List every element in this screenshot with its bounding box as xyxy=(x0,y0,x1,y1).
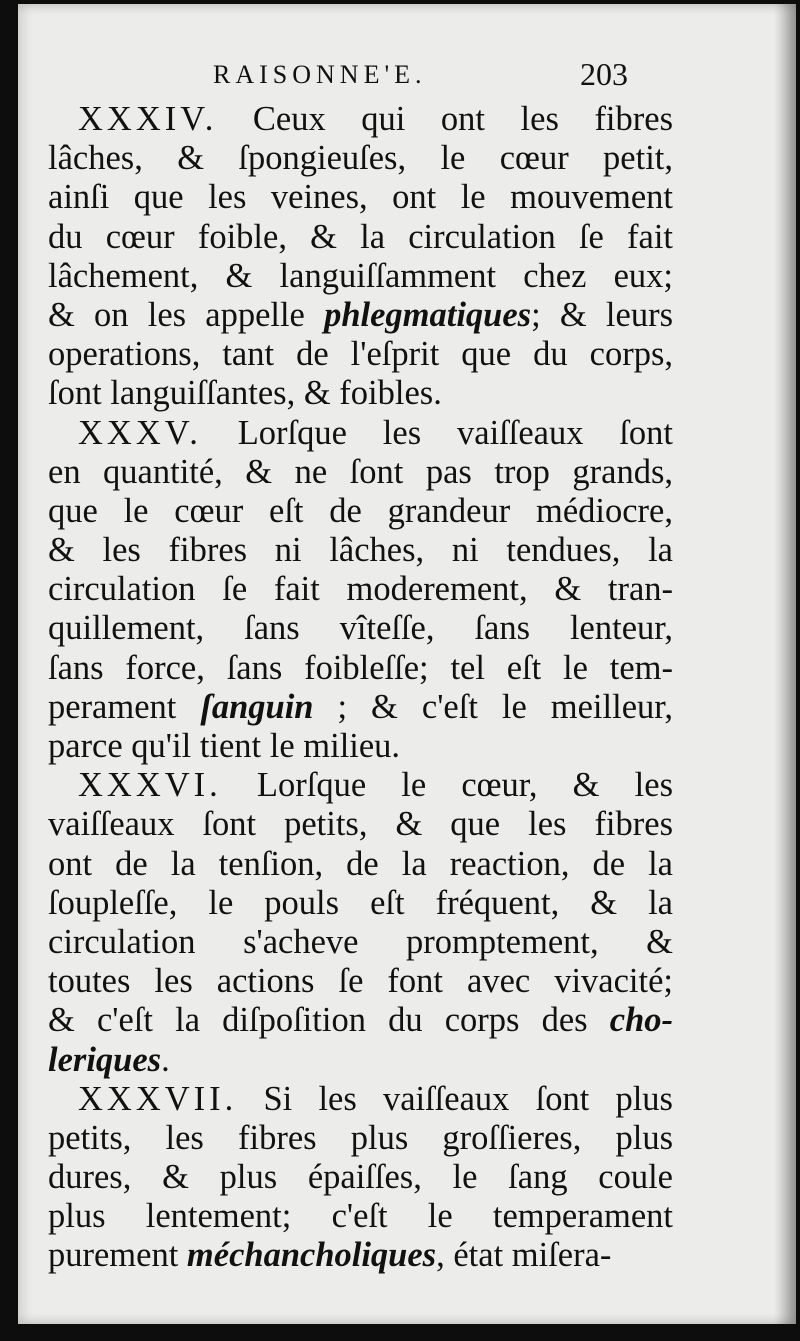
paragraph xyxy=(48,1080,673,1276)
line-text: que le cœur eſt de grandeur médiocre, xyxy=(48,491,673,530)
text-line xyxy=(48,453,673,492)
text-line xyxy=(48,570,673,609)
line-text: dures, & plus épaiſſes, le ſang coule xyxy=(48,1158,673,1197)
text-line xyxy=(48,1197,673,1236)
line-text: petits, les fibres plus groſſieres, plus xyxy=(48,1118,673,1157)
page-header xyxy=(18,56,796,96)
italic-term: phlegmatiques xyxy=(324,295,532,334)
text-line xyxy=(48,1001,673,1040)
text-line xyxy=(48,1236,673,1275)
line-text: Lorſque les vaiſſeaux ſont xyxy=(201,413,673,452)
line-text: & les fibres ni lâches, ni tendues, la xyxy=(48,531,673,570)
paragraph xyxy=(48,414,673,767)
paragraph xyxy=(48,100,673,414)
line-text: ſoupleſſe, le pouls eſt fréquent, & la xyxy=(48,883,673,922)
text-line xyxy=(48,178,673,217)
line-text: ſans force, ſans foibleſſe; tel eſt le tem- xyxy=(48,648,673,687)
text-line xyxy=(48,609,673,648)
section-numeral: XXXVI. xyxy=(78,766,222,805)
line-text: ſont languiſſantes, & foibles. xyxy=(48,374,442,413)
text-line xyxy=(48,1080,673,1119)
text-line xyxy=(48,218,673,257)
section-numeral: XXXV. xyxy=(78,413,202,452)
line-text: purement xyxy=(48,1236,187,1275)
line-text: en quantité, & ne ſont pas trop grands, xyxy=(48,452,673,491)
line-text: & c'eſt la diſpoſition du corps des xyxy=(48,1001,610,1040)
section-numeral: XXXIV. xyxy=(78,100,218,138)
line-text: perament xyxy=(48,687,201,726)
body-text xyxy=(48,100,673,1276)
text-line xyxy=(48,100,673,139)
text-line xyxy=(48,1158,673,1197)
text-line xyxy=(48,688,673,727)
text-line xyxy=(48,766,673,805)
italic-term: ſanguin xyxy=(200,687,314,726)
line-text: ainſi que les veines, ont le mouvement xyxy=(48,178,673,217)
section-numeral: XXXVII. xyxy=(78,1079,238,1118)
book-page xyxy=(18,4,796,1324)
text-line xyxy=(48,335,673,374)
text-line xyxy=(48,296,673,335)
text-line xyxy=(48,492,673,531)
running-head: RAISONNE'E. xyxy=(213,60,427,89)
line-text: ont de la tenſion, de la reaction, de la xyxy=(48,844,673,883)
line-text: Ceux qui ont les fibres xyxy=(217,100,673,138)
text-line xyxy=(48,962,673,1001)
text-line xyxy=(48,845,673,884)
text-line xyxy=(48,923,673,962)
text-line xyxy=(48,414,673,453)
line-text: parce qu'il tient le milieu. xyxy=(48,727,401,765)
paragraph xyxy=(48,766,673,1080)
line-text-after: ; & c'eſt le meilleur, xyxy=(313,687,673,726)
line-text: circulation ſe fait moderement, & tran- xyxy=(48,570,673,609)
line-text: vaiſſeaux ſont petits, & que les fibres xyxy=(48,805,673,844)
line-text: du cœur foible, & la circulation ſe fait xyxy=(48,217,673,256)
line-text: lâches, & ſpongieuſes, le cœur petit, xyxy=(48,139,673,178)
italic-term: leriques xyxy=(48,1040,162,1079)
page-number: 203 xyxy=(580,56,628,92)
line-text: plus lentement; c'eſt le temperament xyxy=(48,1197,673,1236)
text-line xyxy=(48,1119,673,1158)
italic-term: cho- xyxy=(609,1001,673,1040)
text-line xyxy=(48,884,673,923)
line-text-after: . xyxy=(161,1040,170,1079)
line-text: operations, tant de l'eſprit que du corps, xyxy=(48,335,673,374)
text-line xyxy=(48,1041,673,1080)
text-line xyxy=(48,139,673,178)
text-line xyxy=(48,727,673,766)
line-text-after: ; & leurs xyxy=(531,295,673,334)
text-line xyxy=(48,531,673,570)
line-text: Lorſque le cœur, & les xyxy=(221,766,673,805)
line-text-after: , état miſera- xyxy=(436,1236,612,1275)
text-line xyxy=(48,257,673,296)
line-text: circulation s'acheve promptement, & xyxy=(48,922,673,961)
line-text: & on les appelle xyxy=(48,295,325,334)
line-text: toutes les actions ſe font avec vivacité; xyxy=(48,962,673,1001)
text-line xyxy=(48,649,673,688)
text-line xyxy=(48,374,673,413)
line-text: Si les vaiſſeaux ſont plus xyxy=(237,1079,673,1118)
line-text: lâchement, & languiſſamment chez eux; xyxy=(48,256,673,295)
text-line xyxy=(48,805,673,844)
italic-term: méchancholiques xyxy=(186,1236,437,1275)
line-text: quillement, ſans vîteſſe, ſans lenteur, xyxy=(48,609,673,648)
